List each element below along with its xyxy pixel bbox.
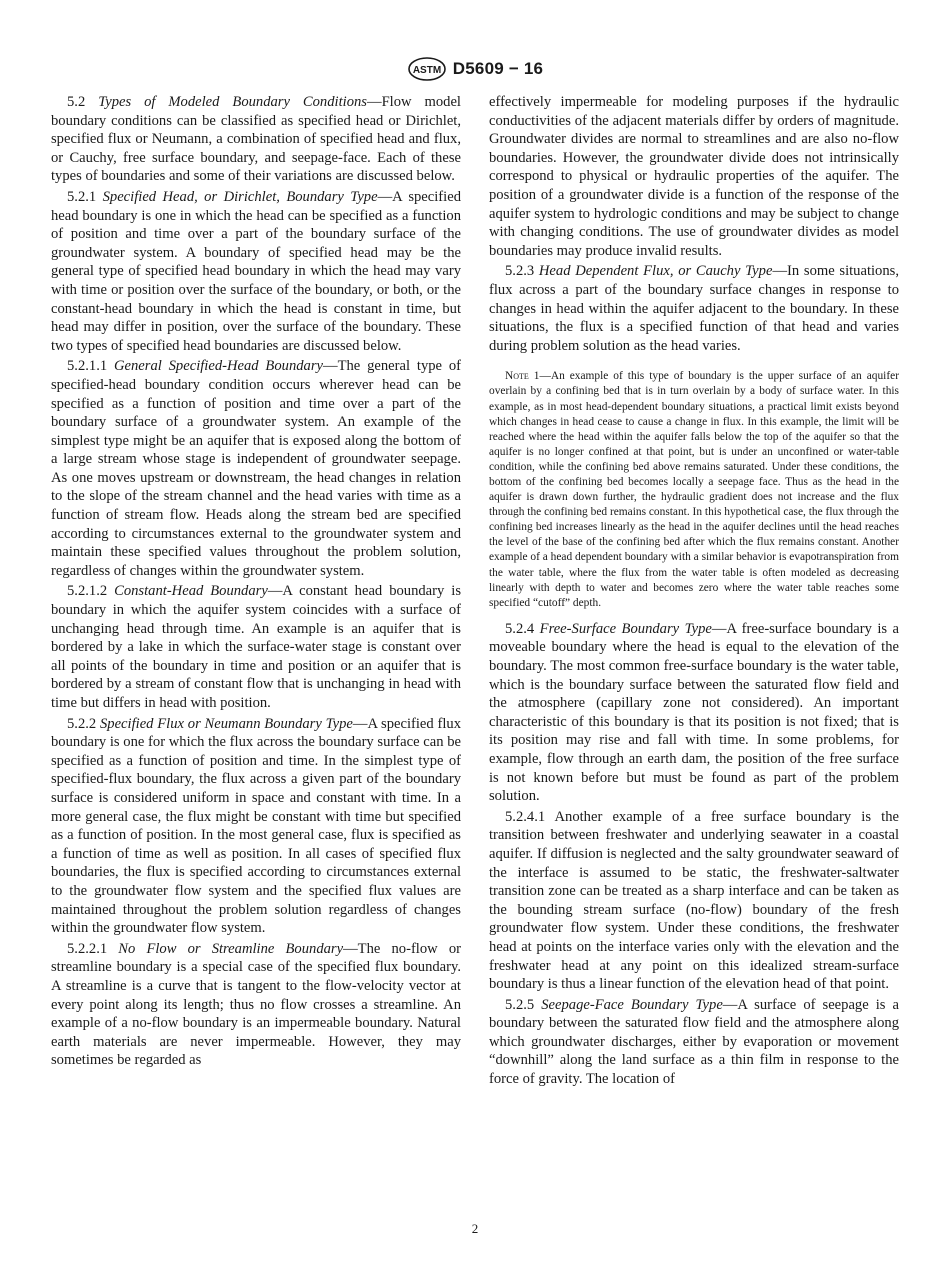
note-1 [489, 369, 899, 611]
svg-text:ASTM: ASTM [412, 65, 441, 76]
section-5-2-5: 5.2.5 Seepage-Face Boundary Type—A surface of seepage is a boundary between the saturated flow field and the atmosphere along which groundwater discharges, either by evaporation or movement “downhill” along the land surface as a thin film in response to the force of gravity. The location of [489, 996, 899, 1088]
page-header [0, 56, 950, 82]
right-column [489, 93, 899, 1091]
section-5-2-3: 5.2.3 Head Dependent Flux, or Cauchy Type—In some situations, flux across a part of the boundary surface changes in response to changes in head within the aquifer adjacent to the boundary. In these situations, the flux is a specified function of that head and varies during problem solution as the head varies. [489, 263, 899, 354]
section-5-2-4: 5.2.4 Free-Surface Boundary Type—A free-surface boundary is a moveable boundary where the head is equal to the elevation of the boundary. The most common free-surface boundary is the water table, which is the boundary surface between the saturated flow field and the atmosphere (capillary zone not considered). An important characteristic of this boundary is that its position is not fixed; that is its position may rise and fall with time. In some problems, for example, flow through an earth dam, the position of the free surface is not known before but must be found as part of the problem solution. [489, 620, 899, 805]
section-5-2: 5.2 Types of Modeled Boundary Conditions—Flow model boundary conditions can be classified as specified head or Dirichlet, specified flux or Neumann, a combination of specified head and flux, or Cauchy, free surface boundary, and seepage-face. Each of these types of boundaries and some of their variations are discussed below. [51, 94, 461, 185]
left-column [51, 93, 461, 1072]
section-5-2-1: 5.2.1 Specified Head, or Dirichlet, Boundary Type—A specified head boundary is one in which the head can be specified as a function of position and time over a part of the boundary surface of the groundwater system. A boundary of specified head may be the general type of specified head boundary in which the head may vary with time or position over the surface of the boundary, or both, or the constant-head boundary in which the head is constant in time, but head may differ in position, over the surface of the boundary. These two types of specified head boundaries are discussed below. [51, 188, 461, 354]
section-5-2-2-1: 5.2.2.1 No Flow or Streamline Boundary—The no-flow or streamline boundary is a special case of the specified flux boundary. A streamline is a curve that is tangent to the flow-velocity vector at every point along its length; thus no flow crosses a streamline. An example of a no-flow boundary is an impermeable boundary. Natural earth materials are never impermeable. However, they may sometimes be regarded as [51, 940, 461, 1069]
note-label: Note 1 [505, 370, 540, 383]
section-5-2-1-1: 5.2.1.1 General Specified-Head Boundary—The general type of specified-head boundary condition occurs wherever head can be specified as a function of position and time over a part of the boundary surface of a groundwater system. An example of the simplest type might be an aquifer that is exposed along the bottom of a large stream whose stage is independent of groundwater seepage. As one moves upstream or downstream, the head changes in relation to the slope of the stream channel and the head varies with time as a function of stream flow. Heads along the stream bed are specified according to circumstances external to the groundwater system and maintain these specified values throughout the problem solution, regardless of changes within the groundwater system. [51, 358, 462, 579]
section-5-2-2: 5.2.2 Specified Flux or Neumann Boundary Type—A specified flux boundary is one for which the flux across the boundary surface can be specified as a function of position and time. In the simplest type of specified-flux boundary, the flux across a given part of the boundary surface is considered uniform in space and constant with time. In a more general case, the flux might be constant with time but specified as a function of position. In the most general case, flux is specified as a function of time as well as position. In all cases of specified flux boundaries, the flux is specified according to circumstances external to the groundwater flow system and the specified flux values are maintained throughout the problem solution regardless of changes within the groundwater flow system. [51, 715, 461, 937]
section-5-2-4-1: 5.2.4.1 Another example of a free surface boundary is the transition between freshwater and underlying seawater in a coastal aquifer. If diffusion is neglected and the salty groundwater seaward of the interface is assumed to be static, the freshwater-saltwater transition zone can be treated as a sharp interface and can be taken as the bounding stream surface (no-flow) boundary of the fresh groundwater flow system. Under these conditions, the freshwater head at points on the interface varies only with the elevation and the freshwater head at any point on this idealized stream-surface boundary is thus a linear function of the elevation head of that point. [489, 808, 900, 993]
note-text: —An example of this type of boundary is the upper surface of an aquifer overlain by a confining bed that is in turn overlain by a body of surface water. In this example, as in most head-dependent boundary situations, a practical limit exists beyond which changes in head cease to cause a change in flux. In this example, the limit will be reached where the head within the aquifer falls below the top of the aquifer so that the aquifer is no longer confined at that point, but is under an unconfined or water-table condition, while the confining bed above remains saturated. Under these conditions, the bottom of the confining bed becomes locally a seepage face. Thus as the head in the aquifer is drawn down further, the hydraulic gradient does not increase and the flux through the confining bed remains constant. In this hypothetical case, the flux through the confining bed increases linearly as the head in the aquifer declines until the head reaches the level of the base of the confining bed after which the flux remains constant. Another example of a head dependent boundary with a similar behavior is evapotranspiration from the water table, where the flux from the water table is often modeled as decreasing linearly with depth to water and becomes zero where the water table reaches some specified “cutoff” depth. [489, 370, 899, 609]
astm-logo-icon [407, 57, 447, 81]
page-number: 2 [471, 1221, 479, 1236]
section-5-2-1-2: 5.2.1.2 Constant-Head Boundary—A constant head boundary is boundary in which the aquifer system coincides with a surface of unchanging head through time. An example is an aquifer that is bordered by a lake in which the surface-water stage is constant over all points of the boundary in time and position or an aquifer that is bordered by a stream of constant flow that is unchanging in head with time but differs in head with position. [51, 583, 461, 711]
section-5-2-2-1-continued: effectively impermeable for modeling purposes if the hydraulic conductivities of the adjacent materials differ by orders of magnitude. Groundwater divides are normal to streamlines and are also no-flow boundaries. However, the groundwater divide does not intrinsically correspond to physical or hydraulic properties of the aquifer. The position of a groundwater divide is a function of the response of the aquifer system to hydrologic conditions and may be subject to change with changing conditions. The use of groundwater divides as model boundaries may produce invalid results. [489, 94, 899, 259]
document-number: D5609 − 16 [452, 59, 544, 78]
